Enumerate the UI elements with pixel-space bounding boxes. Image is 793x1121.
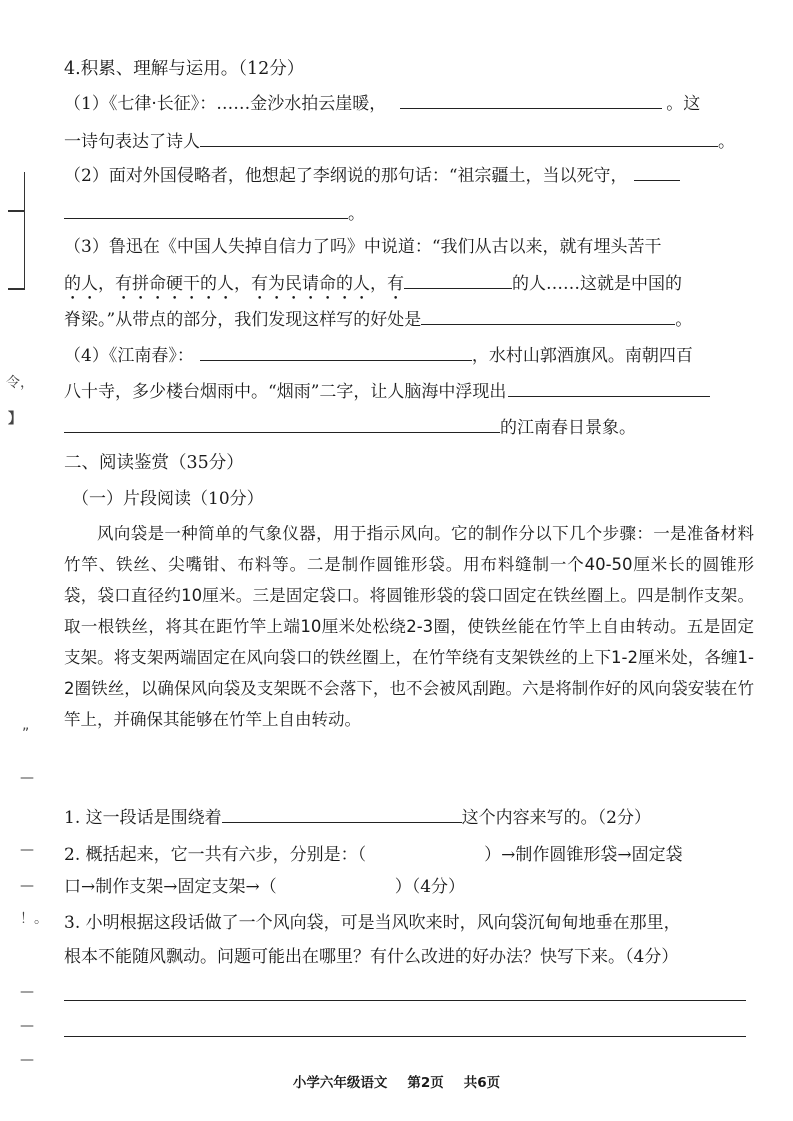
margin-mark: ” bbox=[22, 726, 30, 742]
question-4-3-line1 bbox=[64, 236, 662, 258]
reading-passage: 风向袋是一种简单的气象仪器，用于指示风向。它的制作分以下几个步骤：一是准备材料竹竿、铁丝、尖嘴钳、布料等。二是制作圆锥形袋。用布料缝制一个40-50厘米长的圆锥形袋，袋口直径约10厘米。三是固定袋口。将圆锥形袋的袋口固定在铁丝圈上。四是制作支架。取一根铁丝，将其在距竹竿上端10厘米处松绕2-3圈，使铁丝能在竹竿上自由转动。五是固定支架。将支架两端固定在风向袋口的铁丝圈上，在竹竿绕有支架铁丝的上下1-2厘米处，各缠1-2圈铁丝，以确保风向袋及支架既不会落下，也不会被风刮跑。六是将制作好的风向袋安装在竹竿上，并确保其能够在竹竿上自由转动。 bbox=[64, 524, 754, 729]
question-4-1-line2 bbox=[64, 130, 735, 153]
question-text: 。 bbox=[675, 310, 693, 330]
question-text: ，水村山郭酒旗风。南朝四百 bbox=[471, 346, 693, 366]
answer-blank[interactable] bbox=[200, 130, 718, 147]
question-4-4-line2 bbox=[64, 380, 710, 403]
question-text: 根本不能随风飘动。问题可能出在哪里？有什么改进的好办法？快写下来。（4分） bbox=[64, 947, 679, 967]
binding-tick bbox=[8, 210, 24, 212]
margin-dash: — bbox=[20, 1052, 34, 1068]
answer-blank[interactable] bbox=[404, 272, 512, 289]
binding-tick bbox=[8, 288, 24, 290]
question-text: 。这 bbox=[666, 94, 701, 114]
margin-dash: — bbox=[20, 770, 34, 786]
footer-page: 第2页 bbox=[407, 1075, 444, 1091]
section4-title: 4.积累、理解与运用。（12分） bbox=[64, 59, 305, 79]
answer-blank[interactable] bbox=[508, 380, 710, 397]
question-text: 1. 这一段话是围绕着 bbox=[64, 808, 222, 828]
reading-question-2-line2 bbox=[64, 876, 465, 898]
margin-mark: ！。 bbox=[20, 911, 48, 927]
reading-question-3-line1 bbox=[64, 912, 681, 934]
reading-question-3-line2 bbox=[64, 946, 678, 968]
question-4-2-line2 bbox=[64, 202, 365, 225]
margin-mark: 】 bbox=[8, 411, 22, 427]
answer-blank[interactable] bbox=[64, 202, 348, 219]
question-text: 。 bbox=[718, 132, 735, 152]
question-text: 的江南春日景象。 bbox=[500, 418, 636, 438]
answer-blank[interactable] bbox=[400, 92, 662, 109]
binding-bracket bbox=[10, 172, 25, 290]
answer-blank[interactable] bbox=[64, 416, 500, 433]
question-4-4-line3 bbox=[64, 416, 636, 439]
answer-blank[interactable] bbox=[222, 806, 462, 823]
answer-line[interactable] bbox=[64, 1000, 746, 1001]
question-text: （2）面对外国侵略者，他想起了李纲说的那句话：“祖宗疆土，当以死守， bbox=[64, 166, 628, 186]
page-footer bbox=[0, 1071, 793, 1091]
question-text: 。 bbox=[348, 204, 365, 224]
question-text: 一诗句表达了诗人 bbox=[64, 132, 200, 152]
margin-mark: 令， bbox=[6, 375, 34, 391]
answer-blank[interactable] bbox=[200, 344, 472, 361]
question-text: 八十寺，多少楼台烟雨中。“烟雨”二字，让人脑海中浮现出 bbox=[64, 382, 507, 402]
question-text: 2. 概括起来，它一共有六步，分别是：（ bbox=[64, 845, 367, 865]
part1-title: （一）片段阅读（10分） bbox=[72, 489, 264, 509]
margin-dash: — bbox=[20, 878, 34, 894]
question-text: （3）鲁迅在《中国人失掉自信力了吗》中说道：“我们从古以来，就有埋头苦干 bbox=[64, 237, 662, 257]
margin-dash: — bbox=[20, 842, 34, 858]
question-4-4-line1 bbox=[64, 344, 693, 367]
question-4-2-line1 bbox=[64, 164, 680, 187]
question-text: （4）《江南春》： bbox=[64, 346, 194, 366]
question-text: 口→制作支架→固定支架→（ bbox=[64, 877, 277, 897]
margin-dash: — bbox=[20, 1018, 34, 1034]
answer-line[interactable] bbox=[64, 1036, 746, 1037]
dotted-text: 的人，有拼命硬干的人，有为民请命的人，有 bbox=[64, 274, 404, 294]
question-text: 脊梁。”从带点的部分，我们发现这样写的好处是 bbox=[64, 310, 422, 330]
answer-blank[interactable] bbox=[421, 308, 675, 325]
footer-total: 共6页 bbox=[463, 1075, 501, 1091]
question-text: （1）《七律·长征》：……金沙水拍云崖暖， bbox=[64, 94, 387, 114]
question-4-1-line1 bbox=[64, 92, 700, 115]
margin-dash: — bbox=[20, 984, 34, 1000]
question-text: ）→制作圆锥形袋→固定袋 bbox=[484, 845, 683, 865]
section2-title: 二、阅读鉴赏（35分） bbox=[64, 453, 244, 473]
question-text: 的人……这就是中国的 bbox=[512, 274, 682, 294]
reading-question-1 bbox=[64, 806, 651, 829]
question-4-3-line2 bbox=[64, 272, 682, 304]
footer-subject: 小学六年级语文 bbox=[292, 1075, 388, 1091]
answer-blank[interactable] bbox=[634, 164, 680, 181]
question-text: ）（4分） bbox=[394, 877, 466, 897]
question-4-3-line3 bbox=[64, 308, 692, 331]
question-text: 这个内容来写的。（2分） bbox=[461, 808, 651, 828]
reading-question-2-line1 bbox=[64, 844, 683, 866]
question-text: 3. 小明根据这段话做了一个风向袋，可是当风吹来时，风向袋沉甸甸地垂在那里， bbox=[64, 913, 681, 933]
